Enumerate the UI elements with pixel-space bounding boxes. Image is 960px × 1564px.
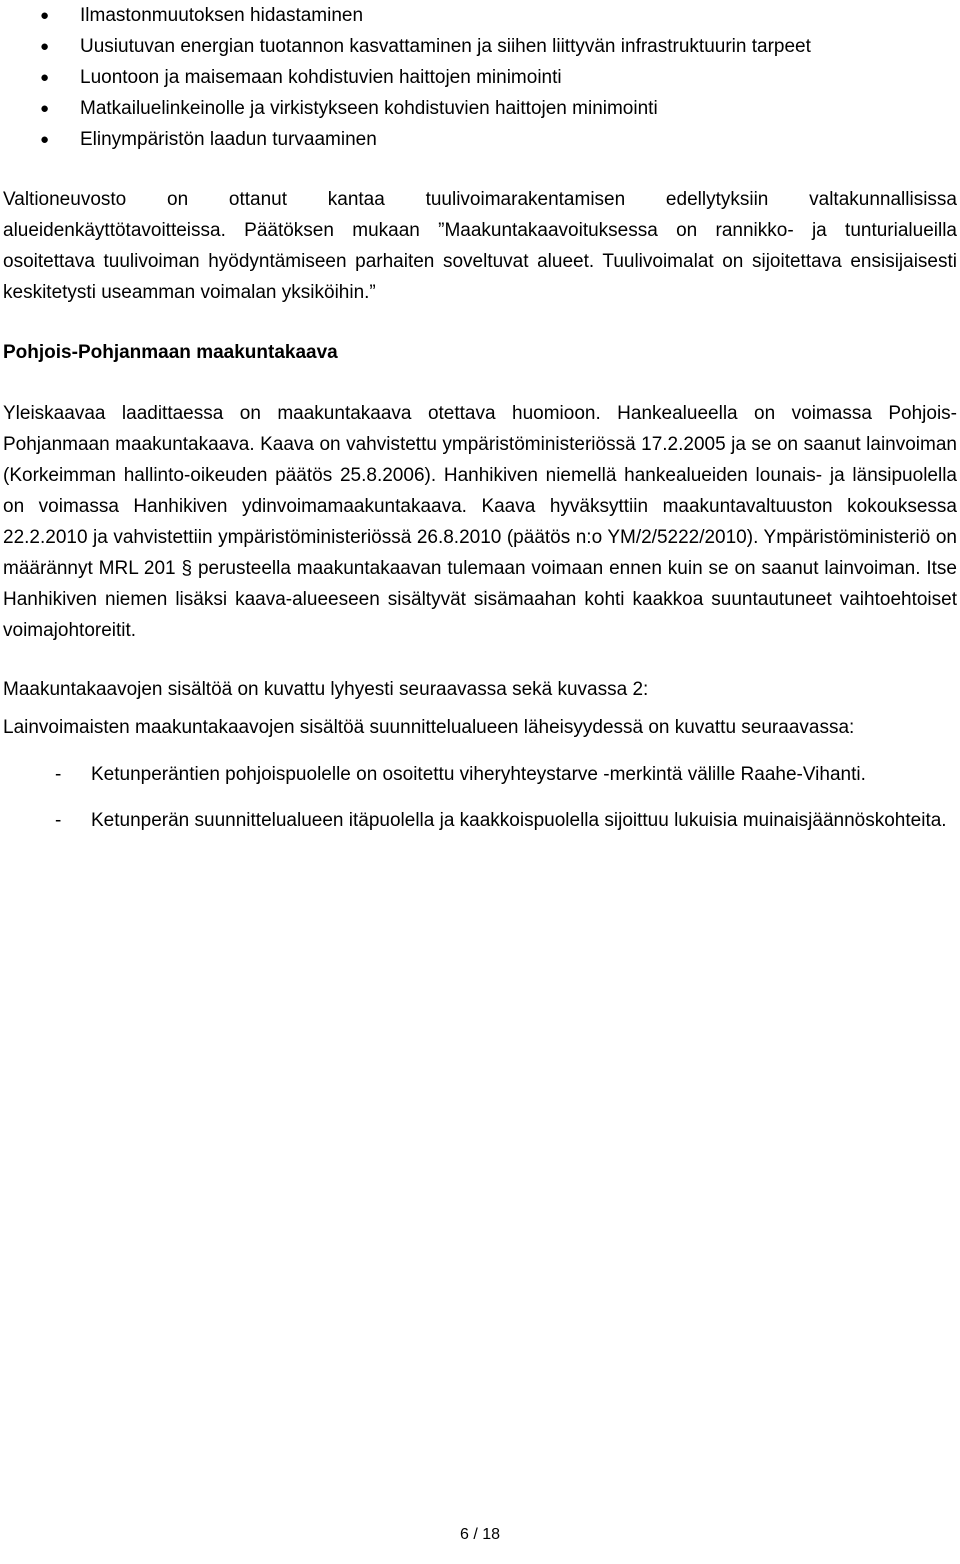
list-item	[3, 124, 957, 155]
list-item	[3, 759, 957, 790]
bullet-text: Uusiutuvan energian tuotannon kasvattaminen ja siihen liittyvän infrastruktuurin tarpeet	[80, 36, 811, 57]
bullet-text: Luontoon ja maisemaan kohdistuvien haittojen minimointi	[80, 67, 562, 88]
bullet-icon: ●	[40, 69, 50, 86]
dash-text: Ketunperän suunnittelualueen itäpuolella ja kaakkoispuolella sijoittuu lukuisia muinaisjäännöskohteita.	[91, 810, 947, 831]
bullet-icon: ●	[40, 100, 50, 117]
dash-marker: -	[55, 810, 62, 831]
paragraph-lainvoimaiset: Lainvoimaisten maakuntakaavojen sisältöä suunnittelualueen läheisyydessä on kuvattu seuraavassa:	[3, 717, 855, 738]
bullet-icon: ●	[40, 7, 50, 24]
paragraph-yleiskaava: Yleiskaavaa laadittaessa on maakuntakaava otettava huomioon. Hankealueella on voimassa Pohjois-Pohjanmaan maakuntakaava. Kaava on vahvistettu ympäristöministeriössä 17.2.2005 ja se on saanut lainvoiman (Korkeimman hallinto-oikeuden päätös 25.8.2006). Hanhikiven niemellä hankealueiden lounais- ja länsipuolella on voimassa Hanhikiven ydinvoimamaakuntakaava. Kaava hyväksyttiin maakuntavaltuuston kokouksessa 22.2.2010 ja vahvistettiin ympäristöministeriössä 26.8.2010 (päätös n:o YM/2/5222/2010). Ympäristöministeriö on määrännyt MRL 201 § perusteella maakuntakaavan tulemaan voimaan ennen kuin se on saanut lainvoiman. Itse Hanhikiven niemen lisäksi kaava-alueeseen sisältyvät sisämaahan kohti kaakkoa suuntautuneet vaihtoehtoiset voimajohtoreitit.	[3, 403, 957, 641]
dash-text: Ketunperäntien pohjoispuolelle on osoitettu viheryhteystarve -merkintä välille Raahe-Vihanti.	[91, 764, 866, 785]
dash-marker: -	[55, 764, 62, 785]
bullet-icon: ●	[40, 38, 50, 55]
list-item	[3, 62, 957, 93]
bullet-list	[3, 0, 957, 155]
bullet-icon: ●	[40, 131, 50, 148]
list-item	[3, 805, 957, 836]
bullet-text: Elinympäristön laadun turvaaminen	[80, 129, 377, 150]
bullet-text: Matkailuelinkeinolle ja virkistykseen kohdistuvien haittojen minimointi	[80, 98, 658, 119]
paragraph-sisalto: Maakuntakaavojen sisältöä on kuvattu lyhyesti seuraavassa sekä kuvassa 2:	[3, 679, 649, 700]
bullet-text: Ilmastonmuutoksen hidastaminen	[80, 5, 364, 26]
list-item	[3, 93, 957, 124]
list-item	[3, 31, 957, 62]
list-item	[3, 0, 957, 31]
paragraph-valtioneuvosto: Valtioneuvosto on ottanut kantaa tuulivoimarakentamisen edellytyksiin valtakunnallisissa alueidenkäyttötavoitteissa. Päätöksen mukaan ”Maakuntakaavoituksessa on rannikko- ja tunturialueilla osoitettava tuulivoiman hyödyntämiseen parhaiten soveltuvat alueet. Tuulivoimalat on sijoitettava ensisijaisesti keskitetysti useamman voimalan yksiköihin.”	[3, 189, 957, 303]
page-number: 6 / 18	[459, 1526, 501, 1543]
dash-list	[3, 759, 957, 836]
section-heading: Pohjois-Pohjanmaan maakuntakaava	[3, 342, 338, 363]
